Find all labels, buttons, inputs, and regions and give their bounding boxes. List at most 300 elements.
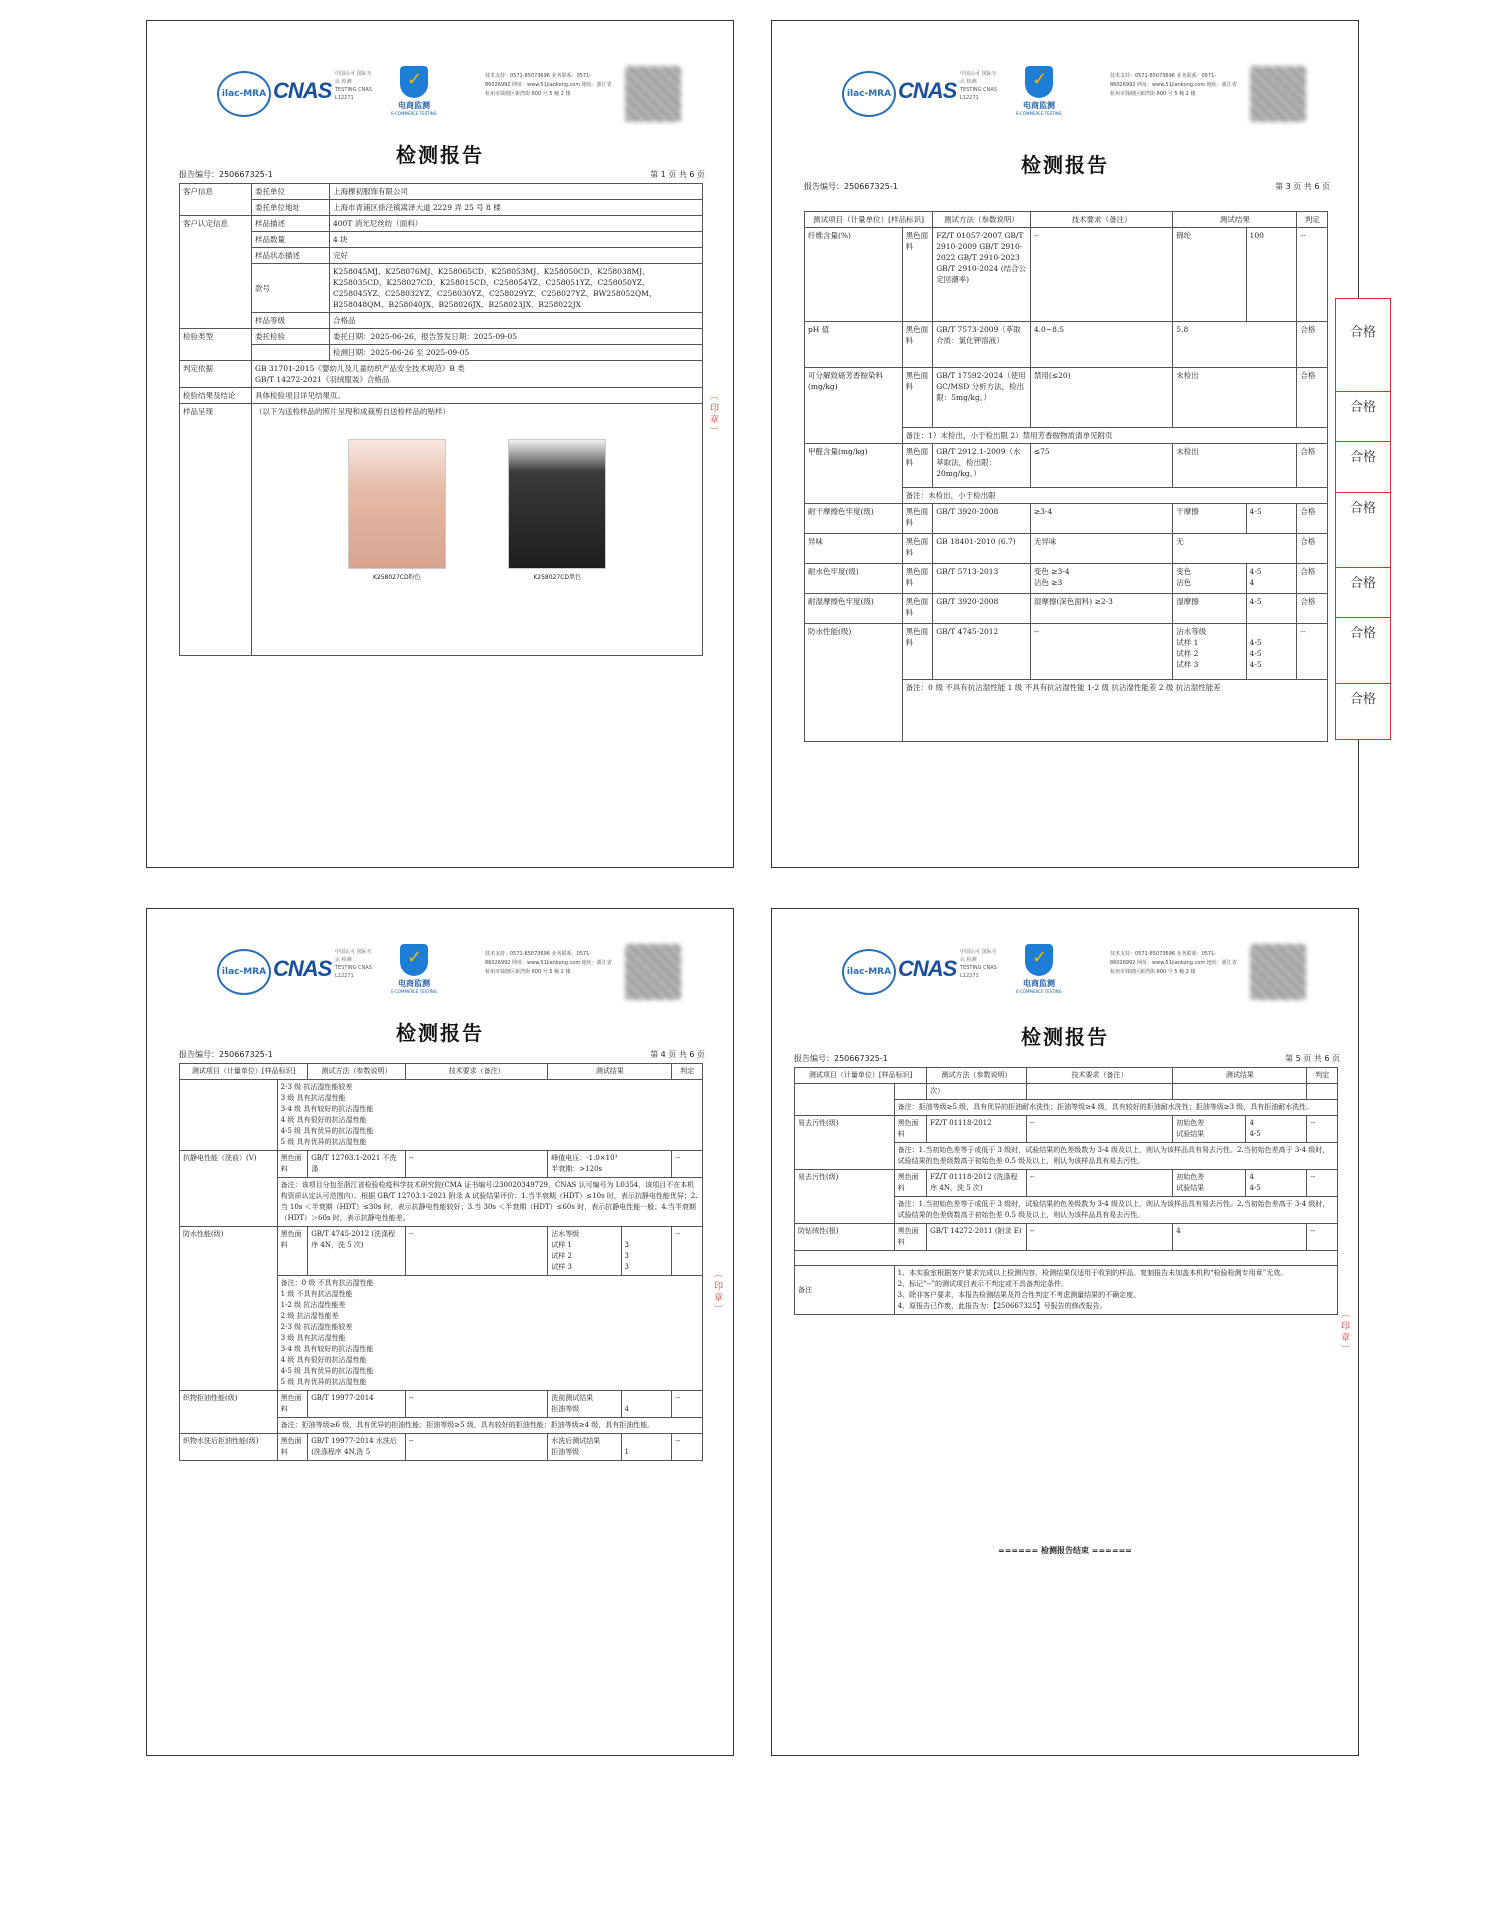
report-page-1 (146, 20, 734, 868)
result-value (1246, 1170, 1307, 1197)
val-line: 3 (624, 1241, 630, 1249)
report-page-4 (146, 908, 734, 1756)
cnas-subtext: 中国认可 国际互认 检测 TESTING CNAS L12271 (335, 71, 372, 101)
verdict: 合格 (1297, 368, 1328, 428)
cell-value: 完好 (330, 248, 703, 264)
column-header: 测试项目（计量单位）[样品标识] (795, 1068, 927, 1084)
ecommerce-testing-logo (1007, 944, 1071, 1002)
ecommerce-testing-logo (1007, 66, 1071, 124)
note: 备注：拒油等级≥5 级，具有优异的拒油耐水洗性；拒油等级≥4 级，具有较好的拒油耐水洗性；拒油等级≥3 级，具有拒油耐水洗性。 (894, 1100, 1337, 1116)
seal-mark: 〔 印 章 〕 (712, 1269, 722, 1314)
cell-value: 上海市青浦区徐泾镇嵩泽大道 2229 弄 25 号 8 楼 (330, 200, 703, 216)
remark-line: 3、除非客户要求，本报告检测结果及符合性判定不考虑测量结果的不确定度。 (897, 1291, 1141, 1299)
result: 未检出 (1173, 444, 1297, 488)
result: 锦纶 (1173, 228, 1246, 322)
requirement: -- (1026, 1116, 1172, 1143)
result: 无 (1173, 534, 1297, 564)
cell-label: 委托单位地址 (252, 200, 330, 216)
table-row: 耐水色牢度(级) (805, 564, 903, 594)
page-indicator: 第 5 页 共 6 页 (1285, 1054, 1340, 1063)
cnas-subtext: 中国认可 国际互认 检测 TESTING CNAS L12271 (335, 949, 372, 979)
test-method: GB/T 19977-2014 (308, 1391, 406, 1418)
grade-line: 备注：0 级 不具有抗沾湿性能 (280, 1279, 374, 1287)
column-header: 判定 (1307, 1068, 1338, 1084)
result-value: 4-5 (1246, 594, 1297, 624)
test-method: GB/T 12703.1-2021 不洗涤 (308, 1151, 406, 1178)
grade-line: 3 级 具有抗沾湿性能 (280, 1334, 346, 1342)
report-title: 检测报告 (396, 1021, 484, 1045)
table-row: 防水性能(级) (805, 624, 903, 742)
requirement: -- (405, 1151, 547, 1178)
cell-value: 合格品 (330, 313, 703, 329)
shield-check-icon (1025, 944, 1053, 976)
basis-line: GB 31701-2015《婴幼儿及儿童纺织产品安全技术规范》B 类 (255, 364, 465, 373)
report-meta (179, 169, 705, 180)
test-method: FZ/T 01118-2012 (洗涤程序 4N，洗 5 次) (927, 1170, 1027, 1197)
verdict: -- (672, 1151, 703, 1178)
table-row: 防水性能(级) (180, 1227, 278, 1391)
page-indicator: 第 4 页 共 6 页 (650, 1050, 705, 1059)
verdict: 合格 (1297, 564, 1328, 594)
report-number: 报告编号：250667325-1 (794, 1054, 888, 1063)
res-line: 初始色差 (1176, 1173, 1205, 1181)
table-row: 织物拒油性能(级) (180, 1391, 278, 1434)
stamp-verdict: 合格 (1336, 617, 1390, 641)
cell-label: 样品等级 (252, 313, 330, 329)
remarks-label: 备注 (795, 1266, 895, 1315)
test-method: GB/T 3920-2008 (933, 504, 1031, 534)
val-line: 4 (624, 1405, 630, 1413)
res-line: 半衰期：>120s (551, 1165, 603, 1173)
report-meta (804, 181, 1330, 192)
test-method: GB/T 19977-2014 水洗后 (洗涤程序 4N,洗 5 (308, 1434, 406, 1461)
note: 备注：1）未检出，小于检出限 2）禁用芳香胺物质清单见附页 (902, 428, 1327, 444)
test-method: GB/T 3920-2008 (933, 594, 1031, 624)
note: 备注：该项目分包至浙江省检验检疫科学技术研究院(CMA 证书编号:230020349729，CNAS 认可编号为 L0354，该项目不在本机构资质认定认可范围内）。根据 GB/T 12703.1-2021 附录 A 试验结果评价：1.当半衰期（HDT）≤10s 时，表示抗静电性能优异；2.当 10s ＜半衰期（HDT）≤30s 时，表示抗静电性能较好；3.当 30s ＜半衰期（HDT）≤60s 时，表示抗静电性能一般；4.当半衰期（HDT）＞60s 时，表示抗静电性能差。 (277, 1178, 702, 1227)
val-line: 4-5 (1249, 649, 1262, 658)
val-line: 4-5 (1249, 660, 1262, 669)
verdict-stamp (1335, 298, 1391, 740)
qr-code (625, 66, 681, 122)
sample-mark: 黑色面料 (902, 534, 933, 564)
result-value (1246, 1116, 1307, 1143)
stamp-verdict: 合格 (1336, 441, 1390, 465)
result (548, 1227, 621, 1276)
column-header: 测试结果 (548, 1064, 672, 1080)
grade-line: 4 级 具有很好的抗沾湿性能 (280, 1356, 367, 1364)
test-method: GB/T 7573-2009（萃取介质：氯化钾溶液） (933, 322, 1031, 368)
sample-mark: 黑色面料 (277, 1151, 308, 1178)
cnas-subtext: 中国认可 国际互认 检测 TESTING CNAS L12271 (960, 71, 997, 101)
test-method: GB/T 14272-2011 (附录 E) (927, 1224, 1027, 1251)
result (1173, 624, 1246, 680)
table-row: pH 值 (805, 322, 903, 368)
cnas-logo: CNAS (273, 956, 332, 981)
test-method: GB/T 5713-2013 (933, 564, 1031, 594)
contact-info: 技术支持：0571-85073696 业务联系：0571-86026992 网址：www.51jiankong.com 地址：浙江省杭州市钱塘区新湾街 600 号 5 幢 2 楼 (1110, 73, 1237, 97)
val-line: 4 (1249, 1119, 1254, 1127)
table-row: 防钻绒性(根) (795, 1224, 895, 1251)
stamp-verdict: 合格 (1336, 492, 1390, 516)
grade-line: 2-3 级 抗沾湿性能较差 (280, 1083, 353, 1091)
verdict: 合格 (1297, 534, 1328, 564)
grade-line: 3 级 具有抗沾湿性能 (280, 1094, 346, 1102)
cnas-logo: CNAS (898, 78, 957, 103)
cell-value: 上海棵初服饰有限公司 (330, 184, 703, 200)
result-value (621, 1227, 672, 1276)
verdict: 合格 (1297, 594, 1328, 624)
sample-mark: 黑色面料 (894, 1224, 927, 1251)
report-header (217, 66, 677, 134)
qr-code (1250, 66, 1306, 122)
column-header: 测试结果 (1173, 212, 1297, 228)
note: 备注：0 级 不具有抗沾湿性能 1 级 不具有抗沾湿性能 1-2 级 抗沾湿性能差 2 级 抗沾湿性能差 (902, 680, 1327, 742)
cnas-logo: CNAS (273, 78, 332, 103)
sample-mark: 黑色面料 (902, 368, 933, 428)
test-method: GB 18401-2010 (6.7) (933, 534, 1031, 564)
val-line: 3 (624, 1263, 630, 1271)
test-results-table (804, 211, 1328, 742)
contact-info: 技术支持：0571-85073696 业务联系：0571-86026992 网址：www.51jiankong.com 地址：浙江省杭州市钱塘区新湾街 600 号 5 幢 2 楼 (485, 73, 612, 97)
sample-mark: 黑色面料 (894, 1170, 927, 1197)
verdict: 合格 (1297, 504, 1328, 534)
report-header (842, 944, 1302, 1012)
qr-code (1250, 944, 1306, 1000)
val-line: 4-5 (1249, 638, 1262, 647)
res-line: 试样 1 (551, 1241, 572, 1249)
table-row: 纤维含量(%) (805, 228, 903, 322)
cell-label: 客户认定信息 (180, 216, 252, 329)
requirement: 4.0~8.5 (1030, 322, 1172, 368)
test-method: FZ/T 01118-2012 (927, 1116, 1027, 1143)
res-line: 试验结果 (1176, 1130, 1205, 1138)
requirement (1030, 564, 1172, 594)
cell-label: 款号 (252, 264, 330, 313)
stamp-verdict: 合格 (1336, 391, 1390, 415)
photo-caption: K258027CD黑色 (533, 574, 582, 581)
cell-label: 样品呈现 (180, 404, 252, 656)
result: 未检出 (1173, 368, 1297, 428)
verdict: -- (1307, 1224, 1338, 1251)
ilac-logo: ilac-MRA (842, 949, 896, 995)
requirement: 禁用(≤20) (1030, 368, 1172, 428)
ecom-name: 电商监测 (398, 979, 430, 988)
val-line: 4-5 (1249, 1184, 1261, 1192)
result (548, 1391, 621, 1418)
requirement: ≥3-4 (1030, 504, 1172, 534)
sample-photo (332, 439, 462, 581)
result (1173, 1116, 1246, 1143)
res-line: 洗前测试结果 (551, 1394, 594, 1402)
cell-value: 委托日期：2025-06-26，报告签发日期：2025-09-05 (330, 329, 703, 345)
ilac-logo: ilac-MRA (842, 71, 896, 117)
ecom-name-en: E-COMMERCE TESTING (1016, 111, 1062, 116)
req-line: 变色 ≥3-4 (1033, 567, 1070, 576)
sample-mark: 黑色面料 (902, 594, 933, 624)
cell-value: 400T 消光尼丝纺（面料） (330, 216, 703, 232)
shield-check-icon (400, 944, 428, 976)
ecom-name-en: E-COMMERCE TESTING (391, 111, 437, 116)
requirement: -- (1030, 624, 1172, 680)
note (277, 1080, 702, 1151)
result (548, 1151, 672, 1178)
verdict: 合格 (1297, 322, 1328, 368)
res-line: 试样 2 (551, 1252, 572, 1260)
val-line: 4-5 (1249, 1130, 1261, 1138)
res-line: 试样 3 (1176, 660, 1199, 669)
cnas-logo: CNAS (898, 956, 957, 981)
sample-photo (492, 439, 622, 581)
grade-line: 4-5 级 具有优异的抗沾湿性能 (280, 1127, 374, 1135)
report-header (842, 66, 1302, 134)
verdict: -- (1297, 624, 1328, 680)
test-method: GB/T 17592-2024（使用 GC/MSD 分析方法，检出限：5mg/kg。） (933, 368, 1031, 428)
ecom-name-en: E-COMMERCE TESTING (391, 989, 437, 994)
cell-label: 样品描述 (252, 216, 330, 232)
note: 备注：拒油等级≥6 级，具有优异的拒油性能；拒油等级≥5 级，具有较好的拒油性能；拒油等级≥4 级，具有拒油性能。 (277, 1418, 702, 1434)
result-value (1246, 564, 1297, 594)
result: 湿摩擦 (1173, 594, 1246, 624)
grade-line: 5 级 具有优异的抗沾湿性能 (280, 1138, 367, 1146)
requirement: 湿摩擦(深色面料) ≥2-3 (1030, 594, 1172, 624)
column-header: 技术要求（备注） (405, 1064, 547, 1080)
res-line: 峰值电压：-1.0×10³ (551, 1154, 618, 1162)
ecom-name: 电商监测 (1023, 979, 1055, 988)
requirement: -- (1026, 1170, 1172, 1197)
note: 备注：1.当初始色差等于或低于 3 级时，试验结果的色差级数为 3-4 级及以上，则认为该样品具有易去污性。2.当初始色差高于 3-4 级时，试验结果的色差级数高于初始色差 0.5 级及以上，则认为该样品具有易去污性。 (894, 1197, 1337, 1224)
sample-mark: 黑色面料 (277, 1434, 308, 1461)
report-title: 检测报告 (396, 143, 484, 167)
requirement: 无异味 (1030, 534, 1172, 564)
report-title: 检测报告 (1021, 1025, 1109, 1049)
sample-mark: 黑色面料 (902, 444, 933, 488)
table-row: 易去污性(级) (795, 1116, 895, 1170)
cnas-subtext: 中国认可 国际互认 检测 TESTING CNAS L12271 (960, 949, 997, 979)
result-value (621, 1434, 672, 1461)
val-line: 3 (624, 1252, 630, 1260)
test-results-table (179, 1063, 703, 1461)
res-line: 试样 1 (1176, 638, 1199, 647)
basis-line: GB/T 14272-2021《羽绒服装》合格品 (255, 375, 390, 384)
req-line: 沾色 ≥3 (1033, 578, 1063, 587)
remarks (894, 1266, 1337, 1315)
cell-label: 判定依据 (180, 361, 252, 388)
black-coat-image (508, 439, 606, 569)
report-page-5 (771, 908, 1359, 1756)
stamp-verdict: 合格 (1349, 325, 1376, 340)
table-row: 可分解致癌芳香胺染料(mg/kg) (805, 368, 903, 444)
column-header: 测试方法（参数说明） (927, 1068, 1027, 1084)
result-value (1246, 624, 1297, 680)
verdict: -- (1307, 1170, 1338, 1197)
table-row: 甲醛含量(mg/kg) (805, 444, 903, 504)
res-line: 拒油等级 (551, 1405, 580, 1413)
sample-photos (252, 404, 703, 656)
res-line: 沾色 (1176, 578, 1192, 587)
table-row: 织物水洗后拒油性能(级) (180, 1434, 278, 1461)
grade-line: 4-5 级 具有优异的抗沾湿性能 (280, 1367, 374, 1375)
result-value: 4-5 (1246, 504, 1297, 534)
qr-code (625, 944, 681, 1000)
grade-line: 2 级 抗沾湿性能差 (280, 1312, 339, 1320)
res-line: 试样 2 (1176, 649, 1199, 658)
test-results-table (794, 1067, 1338, 1315)
column-header: 测试方法（参数说明） (933, 212, 1031, 228)
requirement: -- (405, 1391, 547, 1418)
report-number: 报告编号：250667325-1 (804, 182, 898, 191)
table-row: 耐湿摩擦色牢度(级) (805, 594, 903, 624)
requirement: ≤75 (1030, 444, 1172, 488)
verdict: -- (1307, 1116, 1338, 1143)
report-header (217, 944, 677, 1012)
result: 干摩擦 (1173, 504, 1246, 534)
report-meta (794, 1053, 1340, 1064)
sample-mark: 黑色面料 (902, 322, 933, 368)
test-method: FZ/T 01057-2007 GB/T 2910-2009 GB/T 2910-2022 GB/T 2910-2023 GB/T 2910-2024 (结合公定回潮率) (933, 228, 1031, 322)
shield-check-icon (1025, 66, 1053, 98)
ecom-name-en: E-COMMERCE TESTING (1016, 989, 1062, 994)
sample-mark: 黑色面料 (902, 624, 933, 680)
cell-value: 4 块 (330, 232, 703, 248)
report-end: ====== 检测报告结束 ====== (997, 1546, 1132, 1555)
res-line: 水洗后测试结果 (551, 1437, 601, 1445)
table-row: 易去污性(级) (795, 1170, 895, 1224)
res-line: 初始色差 (1176, 1119, 1205, 1127)
res-line: 沾水等级 (1176, 627, 1207, 636)
page-indicator: 第 1 页 共 6 页 (650, 170, 705, 179)
remark-line: 2、标记“--”的测试项目表示不判定或不具备判定条件。 (897, 1280, 1068, 1288)
ecom-name: 电商监测 (398, 101, 430, 110)
grade-line: 2-3 级 抗沾湿性能较差 (280, 1323, 353, 1331)
cell-value: 检测日期：2025-06-26 至 2025-09-05 (330, 345, 703, 361)
report-number: 报告编号：250667325-1 (179, 1050, 273, 1059)
grade-line: 1 级 不具有抗沾湿性能 (280, 1290, 353, 1298)
requirement: -- (405, 1434, 547, 1461)
verdict: -- (672, 1227, 703, 1276)
column-header: 判定 (1297, 212, 1328, 228)
stamp-verdict: 合格 (1336, 683, 1390, 707)
ecommerce-testing-logo (382, 944, 446, 1002)
sample-mark: 黑色面料 (902, 504, 933, 534)
requirement: -- (405, 1227, 547, 1276)
cell-label: 检验结果及结论 (180, 388, 252, 404)
photo-caption: K258027CD粉色 (372, 574, 421, 581)
sample-mark: 黑色面料 (902, 228, 933, 322)
grade-line: 3-4 级 具有较好的抗沾湿性能 (280, 1345, 374, 1353)
cell-value: K258045MJ、K258076MJ、K258065CD、K258053MJ、K258050CD、K258038MJ、K258035CD、K258027CD、K258015CD、C258054YZ、C258051YZ、C258050YZ、C258045YZ、C258032YZ、C258030YZ、C258029YZ、C258027YZ、BW258052QM、B258048QM、B258040JX、B258026JX、B258023JX、B258022JX (330, 264, 703, 313)
val-line: 1 (624, 1448, 630, 1456)
test-method: GB/T 4745-2012 (933, 624, 1031, 680)
res-line: 变色 (1176, 567, 1192, 576)
contact-info: 技术支持：0571-85073696 业务联系：0571-86026992 网址：www.51jiankong.com 地址：浙江省杭州市钱塘区新湾街 600 号 5 幢 2 楼 (485, 951, 612, 975)
column-header: 测试项目（计量单位）[样品标识] (180, 1064, 308, 1080)
grade-line: 3-4 级 具有较好的抗沾湿性能 (280, 1105, 374, 1113)
res-line: 试验结果 (1176, 1184, 1205, 1192)
res-line: 拒油等级 (551, 1448, 580, 1456)
val-line: 4-5 (1249, 567, 1262, 576)
ecom-name: 电商监测 (1023, 101, 1055, 110)
verdict: 合格 (1297, 444, 1328, 488)
note: 备注：1.当初始色差等于或低于 3 级时，试验结果的色差级数为 3-4 级及以上，则认为该样品具有易去污性。2.当初始色差高于 3-4 级时，试验结果的色差级数高于初始色差 0.5 级及以上，则认为该样品具有易去污性。 (894, 1143, 1337, 1170)
seal-mark: 〔 印 章 〕 (1339, 1309, 1349, 1354)
test-method: 次） (927, 1084, 1027, 1100)
note (277, 1276, 702, 1391)
page-indicator: 第 3 页 共 6 页 (1275, 182, 1330, 191)
cell-label: 委托单位 (252, 184, 330, 200)
requirement: -- (1030, 228, 1172, 322)
contact-info: 技术支持：0571-85073696 业务联系：0571-86026992 网址：www.51jiankong.com 地址：浙江省杭州市钱塘区新湾街 600 号 5 幢 2 楼 (1110, 951, 1237, 975)
table-row: 抗静电性能（洗前）(V) (180, 1151, 278, 1227)
requirement: -- (1026, 1224, 1172, 1251)
photo-note: （以下为送检样品的照片呈现和成裁剪自送检样品的贴样） (255, 407, 450, 416)
result (548, 1434, 621, 1461)
cell-label: 检验类型 (180, 329, 252, 361)
seal-mark: 〔 印 章 〕 (708, 391, 718, 436)
result: 4 (1173, 1224, 1307, 1251)
verdict: -- (672, 1391, 703, 1418)
test-method: GB/T 2912.1-2009（水萃取法，检出限：20mg/kg。） (933, 444, 1031, 488)
report-meta (179, 1049, 705, 1060)
result-value (621, 1391, 672, 1418)
cell-value: 委托检验 (252, 329, 330, 345)
sample-mark: 黑色面料 (902, 564, 933, 594)
result (1173, 1170, 1246, 1197)
verdict: -- (1297, 228, 1328, 322)
shield-check-icon (400, 66, 428, 98)
result: 5.8 (1173, 322, 1297, 368)
pink-coat-image (348, 439, 446, 569)
column-header: 判定 (672, 1064, 703, 1080)
note: 备注：未检出，小于检出限 (902, 488, 1327, 504)
grade-line: 1-2 级 抗沾湿性能差 (280, 1301, 346, 1309)
result (1173, 564, 1246, 594)
column-header: 测试结果 (1173, 1068, 1307, 1084)
report-title: 检测报告 (1021, 153, 1109, 177)
remark-line: 4、原报告已作废，此报告为：【250667325】号报告的修改报告。 (897, 1302, 1107, 1310)
res-line: 试样 3 (551, 1263, 572, 1271)
client-info-table (179, 183, 703, 656)
grade-line: 5 级 具有优异的抗沾湿性能 (280, 1378, 367, 1386)
table-row: 异味 (805, 534, 903, 564)
stamp-verdict: 合格 (1336, 567, 1390, 591)
result-value: 100 (1246, 228, 1297, 322)
cell-label: 客户信息 (180, 184, 252, 216)
column-header: 技术要求（备注） (1030, 212, 1172, 228)
cell-label: 样品状态描述 (252, 248, 330, 264)
cell-value (252, 361, 703, 388)
ecommerce-testing-logo (382, 66, 446, 124)
cell-value: 具体检验项目详见结果页。 (252, 388, 703, 404)
cell-label: 样品数量 (252, 232, 330, 248)
column-header: 技术要求（备注） (1026, 1068, 1172, 1084)
test-method: GB/T 4745-2012 (洗涤程序 4N，洗 5 次) (308, 1227, 406, 1276)
val-line: 4 (1249, 578, 1255, 587)
sample-mark: 黑色面料 (894, 1116, 927, 1143)
report-page-3 (771, 20, 1359, 868)
sample-mark: 黑色面料 (277, 1391, 308, 1418)
res-line: 沾水等级 (551, 1230, 580, 1238)
verdict: -- (672, 1434, 703, 1461)
table-row: 耐干摩擦色牢度(级) (805, 504, 903, 534)
ilac-logo: ilac-MRA (217, 71, 271, 117)
val-line: 4 (1249, 1173, 1254, 1181)
ilac-logo: ilac-MRA (217, 949, 271, 995)
grade-line: 4 级 具有很好的抗沾湿性能 (280, 1116, 367, 1124)
column-header: 测试方法（参数说明） (308, 1064, 406, 1080)
sample-mark: 黑色面料 (277, 1227, 308, 1276)
remark-line: 1、本实验室根据客户要求完成以上检测内容，检测结果仅适用于收到的样品。复制报告未加盖本机构“检验检测专用章”无效。 (897, 1269, 1288, 1277)
report-number: 报告编号：250667325-1 (179, 170, 273, 179)
